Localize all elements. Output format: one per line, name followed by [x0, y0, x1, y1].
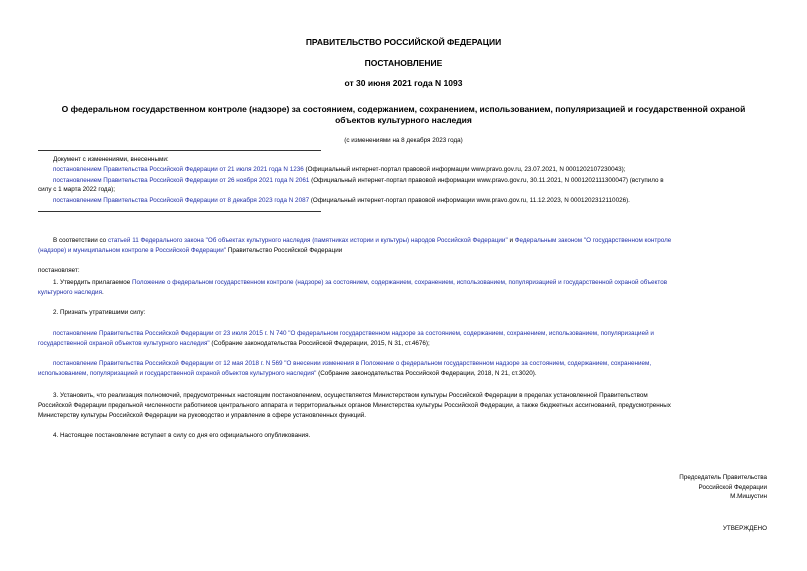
change-text-1: (Официальный интернет-портал правовой информации www.pravo.gov.ru, 23.07.2021, N 0001202107230043); — [303, 166, 626, 173]
item-1-line-1 — [53, 278, 773, 287]
change-item — [53, 176, 773, 185]
repeal-1-source: (Собрание законодательства Российской Федерации, 2015, N 31, ст.4676); — [209, 340, 430, 347]
repealed-decree-740-link-continued[interactable]: государственной охраной объектов культурного наследия" — [38, 340, 210, 347]
preamble-text: В соответствии со — [53, 237, 108, 244]
item-4: 4. Настоящее постановление вступает в силу со дня его официального опубликования. — [53, 432, 311, 439]
item-3-line-1: 3. Установить, что реализация полномочий, предусмотренных настоящим постановлением, осуществляется Министерством культуры Российской Федерации в пределах установленной Правительством — [53, 392, 648, 399]
approved-label: УТВЕРЖДЕНО — [722, 525, 767, 532]
change-item — [53, 196, 773, 205]
preamble-line-1 — [53, 236, 773, 245]
government-heading: ПРАВИТЕЛЬСТВО РОССИЙСКОЙ ФЕДЕРАЦИИ — [305, 37, 502, 47]
item-3-line-3: Министерству культуры Российской Федерации на руководство и управление в сфере установленных функций. — [38, 412, 366, 419]
change-text-2-continued: силу с 1 марта 2022 года); — [38, 186, 115, 193]
repealed-decree-740-link[interactable]: постановление Правительства Российской Федерации от 23 июля 2015 г. N 740 "О федеральном государственном надзоре за состоянием, содержанием, сохранением, использованием, популяризацией и — [53, 330, 654, 337]
item-3-line-2: Российской Федерации предельной численности работников центрального аппарата и территориальных органов Министерства культуры Российской Федерации, а также бюджетных ассигнований, предусмотренных — [38, 402, 671, 409]
change-link-2[interactable]: постановлением Правительства Российской Федерации от 26 ноября 2021 года N 2061 — [53, 177, 310, 184]
resolves-label: постановляет: — [38, 267, 80, 274]
change-text-3: (Официальный интернет-портал правовой информации www.pravo.gov.ru, 11.12.2023, N 0001202312110026). — [309, 197, 630, 204]
repealed-decree-569-link-continued[interactable]: использованием, популяризацией и государственной охраной объектов культурного наследия" — [38, 370, 317, 377]
preamble-text: и — [507, 237, 515, 244]
change-link-3[interactable]: постановлением Правительства Российской Федерации от 8 декабря 2023 года N 2087 — [53, 197, 310, 204]
divider-bottom — [38, 211, 321, 212]
item-2: 2. Признать утратившими силу: — [53, 309, 146, 316]
repeal-2-line-2 — [38, 369, 773, 378]
law-article-link[interactable]: статьей 11 Федерального закона "Об объектах культурного наследия (памятниках истории и культуры) народов Российской Федерации" — [107, 237, 508, 244]
repealed-decree-569-link[interactable]: постановление Правительства Российской Федерации от 12 мая 2018 г. N 569 "О внесении изменения в Положение о федеральном государственном надзоре за состоянием, содержанием, сохранением, — [53, 360, 652, 367]
control-law-link-continued[interactable]: (надзоре) и муниципальном контроле в Российской Федерации" — [38, 247, 227, 254]
signatory-name: М.Мишустин — [730, 493, 767, 500]
divider-top — [38, 150, 321, 151]
repeal-2-line-1 — [53, 359, 773, 368]
regulation-link[interactable]: Положение о федеральном государственном контроле (надзоре) за состоянием, содержанием, сохранением, использованием, популяризацией и государственной охраной объектов — [131, 279, 668, 286]
item-1-text: 1. Утвердить прилагаемое — [53, 279, 132, 286]
changes-intro: Документ с изменениями, внесенными: — [53, 156, 169, 163]
document-date: от 30 июня 2021 года N 1093 — [344, 78, 463, 88]
signatory-role-2: Российской Федерации — [698, 483, 767, 491]
preamble-text: Правительство Российской Федерации — [226, 247, 343, 254]
document-subject-line-1: О федеральном государственном контроле (надзоре) за состоянием, содержанием, сохранением, использованием, популяризацией и государственной охраной — [61, 104, 746, 114]
item-1-line-2 — [38, 288, 104, 297]
signature-block — [679, 473, 767, 502]
change-text-2: (Официальный интернет-портал правовой информации www.pravo.gov.ru, 30.11.2021, N 0001202111300047) (вступило в — [309, 177, 664, 184]
document-subject-line-2: объектов культурного наследия — [335, 115, 472, 125]
change-item — [53, 165, 773, 174]
regulation-link-continued[interactable]: культурного наследия — [38, 289, 102, 296]
revision-note: (с изменениями на 8 декабря 2023 года) — [344, 137, 463, 144]
control-law-link[interactable]: Федеральным законом "О государственном контроле — [514, 237, 672, 244]
signatory-role-1: Председатель Правительства — [679, 474, 767, 481]
repeal-1-line-1 — [53, 329, 773, 338]
change-link-1[interactable]: постановлением Правительства Российской Федерации от 21 июля 2021 года N 1236 — [53, 166, 304, 173]
document-type: ПОСТАНОВЛЕНИЕ — [364, 58, 443, 68]
repeal-2-source: (Собрание законодательства Российской Федерации, 2018, N 21, ст.3020). — [316, 370, 537, 377]
repeal-1-line-2 — [38, 339, 773, 348]
item-1-text: . — [102, 289, 104, 296]
preamble-line-2 — [38, 246, 773, 255]
